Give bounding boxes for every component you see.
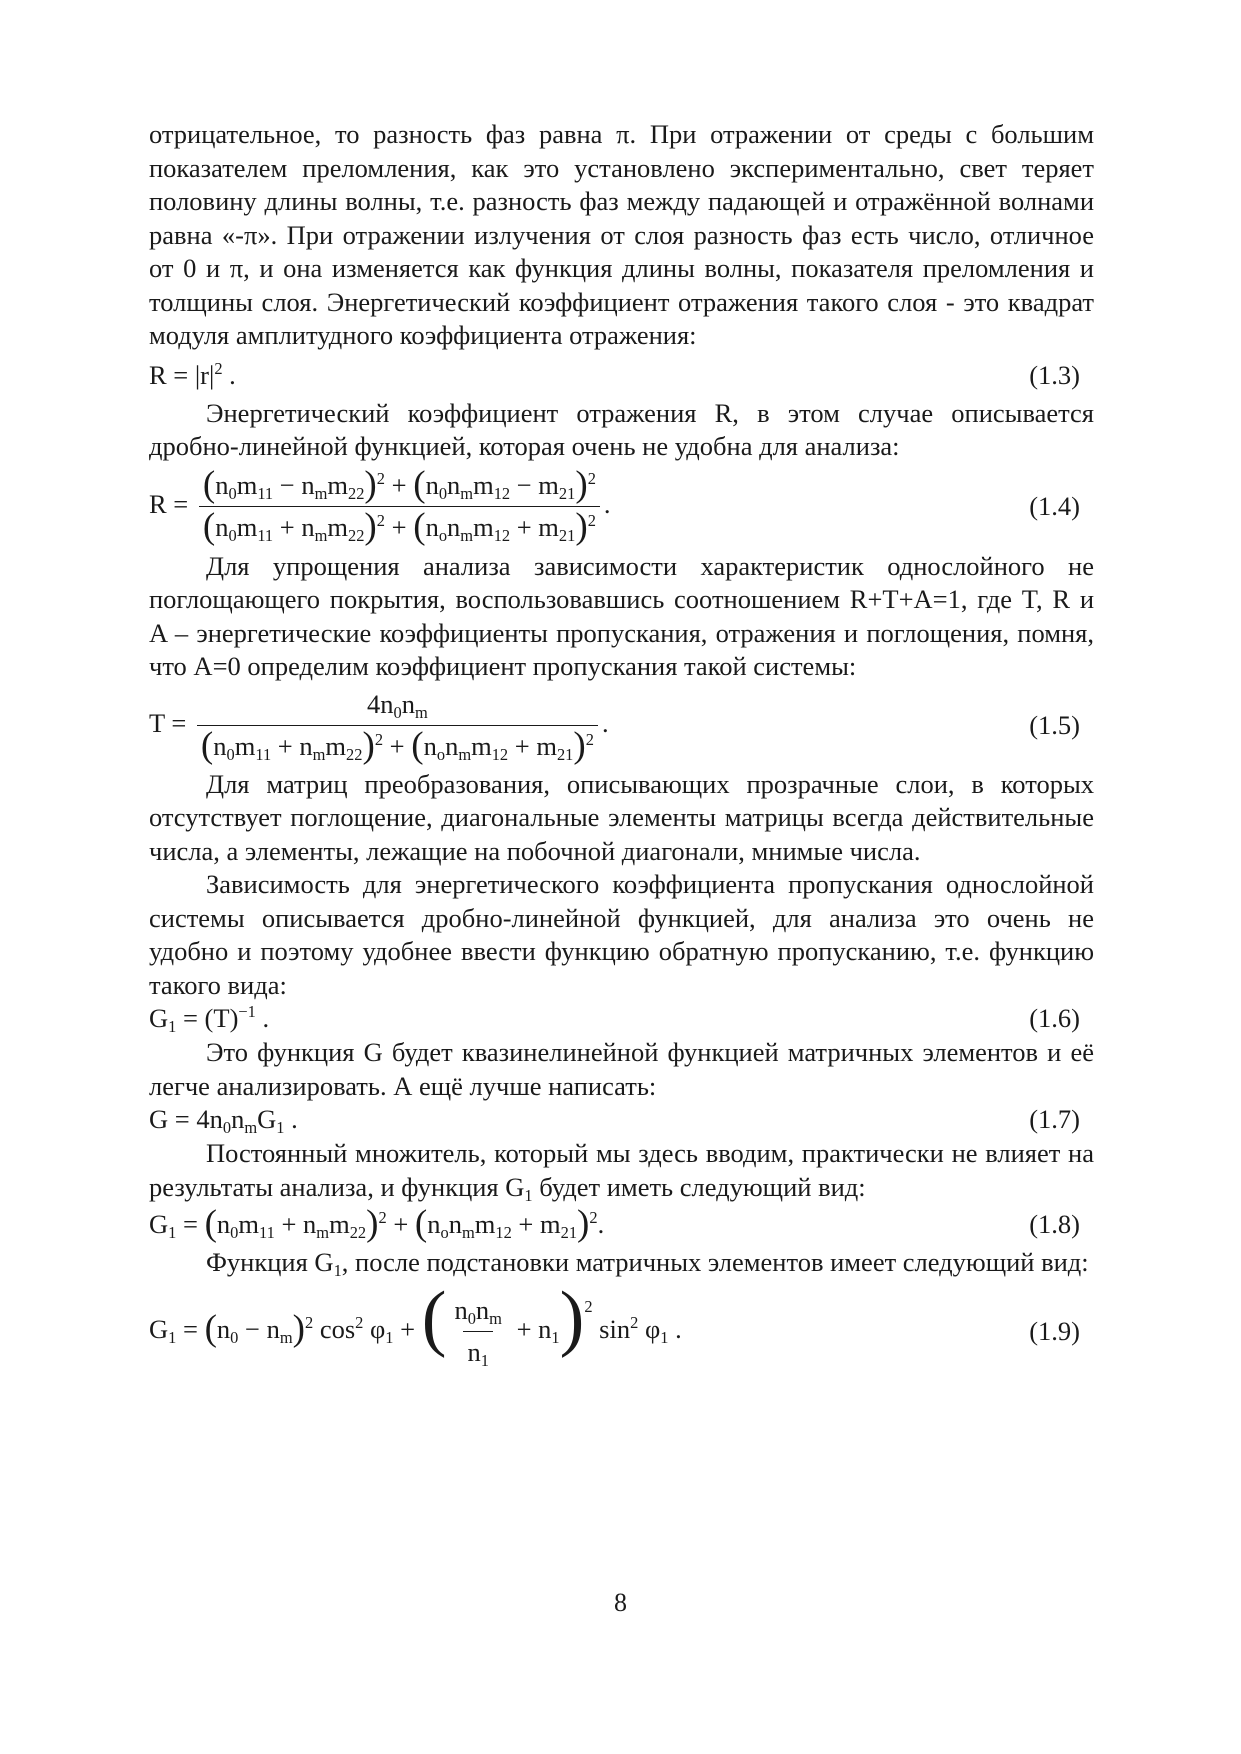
paragraph-1: отрицательное, то разность фаз равна π. При отражении от среды с большим показателем преломления, как это установлено экспериментально, свет теряет половину длины волны, т.е. разность фаз между падающей и отражённой волнами равна «-π». При отражении излучения от слоя разность фаз есть число, отличное от 0 и π, и она изменяется как функция длины волны, показателя преломления и толщины слоя. Энергетический коэффициент отражения такого слоя - это квадрат модуля амплитудного коэффициента отражения: (149, 119, 1094, 350)
formula-g1-trig: $G_1 = (n_0 - n_m)^2$ $\cos^2 \varphi_1$ + ( $\frac{n_0n_m}{n_1}$ + $n_1)^2$ $\sin^2 \varphi_1$ . (149, 1276, 682, 1370)
equation-number: (1.7) (1029, 1104, 1080, 1135)
equation-1-8 (149, 1204, 1094, 1246)
paragraph-7: Постоянный множитель, который мы здесь вводим, практически не влияет на результаты анализа, и функция $G_1$ будет иметь следующий вид: (149, 1138, 1094, 1205)
page-body (149, 118, 1094, 1384)
paragraph-2: Энергетический коэффициент отражения R, в этом случае описывается дробно-линейной функцией, которая очень не удобна для анализа: (149, 397, 1094, 461)
equation-1-7 (149, 1103, 1094, 1137)
paragraph-4: Для матриц преобразования, описывающих прозрачные слои, в которых отсутствует поглощение, диагональные элементы матрицы всегда действительные числа, а элементы, лежащие на побочной диагонали, мнимые числа. (149, 768, 1094, 866)
formula-g: $G = 4n_0n_mG_1$ . (149, 1104, 298, 1138)
equation-1-5 (149, 684, 1094, 768)
formula-g1-inverse: $G_1 = (T)^{-1}$ . (149, 1002, 270, 1037)
formula-r-modulus: $R = |r|^2$ . (149, 358, 236, 390)
equation-number: (1.9) (1029, 1315, 1080, 1346)
formula-r-fraction: R = $\frac{(n_0m_{11} - n_mm_{22})^2 + (n_0n_mm_{12} - m_{21})^2}{(n_0m_{11} + n_mm_{22})^2 + (n_on_mm_{12} + m_{21})^2}$ . (149, 463, 611, 547)
formula-t-fraction: T = $\frac{4n_0n_m}{(n_0m_{11} + n_mm_{22})^2 + (n_on_mm_{12} + m_{21})^2}$ . (149, 688, 609, 766)
equation-number: (1.5) (1029, 709, 1080, 740)
equation-number: (1.8) (1029, 1209, 1080, 1240)
formula-g1-expanded: $G_1 = (n_0m_{11} + n_mm_{22})^2 + (n_on_mm_{12} + m_{21})^2$. (149, 1203, 605, 1245)
equation-number: (1.3) (1029, 359, 1080, 390)
equation-1-3 (149, 355, 1094, 397)
equation-number: (1.6) (1029, 1003, 1080, 1034)
paragraph-5: Зависимость для энергетического коэффициента пропускания однослойной системы описывается дробно-линейной функцией, для анализа это очень не удобно и поэтому удобнее ввести функцию обратную пропусканию, т.е. функцию такого вида: (149, 869, 1094, 1000)
equation-1-4 (149, 464, 1094, 550)
equation-1-9 (149, 1276, 1094, 1384)
page-number: 8 (614, 1588, 627, 1617)
paragraph-8: Функция $G_1$, после подстановки матричных элементов имеет следующий вид: (206, 1247, 1089, 1280)
paragraph-6: Это функция G будет квазинелинейной функцией матричных элементов и её легче анализировать. А ещё лучше написать: (149, 1037, 1094, 1101)
paragraph-3: Для упрощения анализа зависимости характеристик однослойного не поглощающего покрытия, воспользовавшись соотношением R+T+A=1, где T, R и A – энергетические коэффициенты пропускания, отражения и поглощения, помня, что A=0 определим коэффициент пропускания такой системы: (149, 550, 1094, 681)
equation-number: (1.4) (1029, 490, 1080, 521)
equation-1-6 (149, 1002, 1094, 1036)
